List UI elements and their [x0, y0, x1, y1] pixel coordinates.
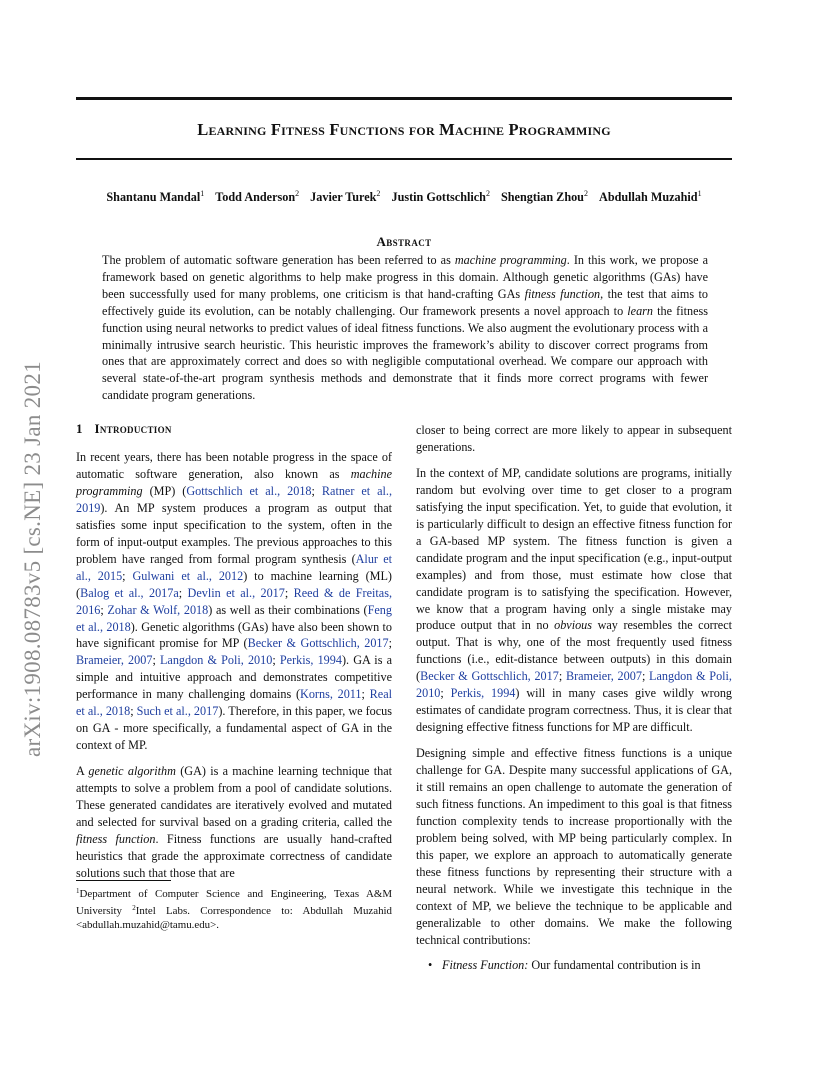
- author-affiliation: 1: [697, 189, 702, 198]
- paragraph: closer to being correct are more likely to appear in subsequent generations.: [416, 423, 732, 454]
- author: [599, 190, 702, 204]
- title-word: Learning: [197, 120, 267, 139]
- citation-link[interactable]: Real et al., 2018: [76, 687, 392, 719]
- title-top-rule: [76, 97, 732, 100]
- citation-link[interactable]: Perkis, 1994: [450, 686, 516, 701]
- paragraph: In the context of MP, candidate solutions are programs, initially random but evolving over time to get closer to a program satisfying the input specification. Yet, to guide that evolution, it is particularly difficult to design an effective fitness function for a GA-based MP system. The fitness function is given a candidate program and the input specification (e.g., input-output examples) and from those, must estimate how close that candidate program is to satisfying the specification. However, we know that a program having only a single mistake may produce output that in no obvious way resembles the correct output. That is why, one of the most frequently used fitness functions (i.e., edit-distance between outputs) in this domain (Becker & Gottschlich, 2017; Brameier, 2007; Langdon & Poli, 2010; Perkis, 1994) will in many cases give wildly wrong estimates of candidate program correctness. Thus, it is clear that designing effective fitness functions for MP are difficult.: [416, 465, 733, 735]
- author-name: Todd Anderson: [215, 190, 296, 204]
- paper-title: [76, 120, 732, 140]
- author-name: Shengtian Zhou: [500, 190, 584, 204]
- author-affiliation: 2: [295, 189, 300, 198]
- title-word: Fitness: [270, 120, 326, 139]
- citation-link[interactable]: Korns, 2011: [300, 687, 362, 702]
- citation-link[interactable]: Brameier, 2007: [76, 653, 153, 668]
- author-affiliation: 2: [583, 189, 588, 198]
- author-name: Abdullah Muzahid: [599, 190, 698, 204]
- citation-link[interactable]: Balog et al., 2017a: [80, 585, 179, 600]
- left-column: [76, 420, 392, 891]
- title-bottom-rule: [76, 158, 732, 160]
- title-word: for: [408, 120, 435, 139]
- author-affiliation: 2: [485, 189, 490, 198]
- author-affiliation: 1: [200, 189, 205, 198]
- author: [391, 190, 489, 204]
- citation-link[interactable]: Becker & Gottschlich, 2017: [247, 636, 389, 651]
- citation-link[interactable]: Perkis, 1994: [279, 653, 342, 668]
- paragraph: Designing simple and effective fitness functions is a unique challenge for GA. Despite many successful applications of GA, it still remains an open challenge to automate the generation of such fitness functions. An impediment to this goal is that fitness function complexity tends to increase proportionally with the problem being solved, with MP being particularly complex. In this paper, we explore an approach to automatically generate these fitness functions by representing their structure with a neural network. While we investigate this technique in the context of MP, we believe the technique to be applicable and generalizable to other domains. We make the following technical contributions:: [416, 746, 732, 947]
- contribution-bullet: • Fitness Function: Our fundamental contribution is in: [428, 958, 701, 972]
- author: [106, 190, 204, 204]
- title-word: Programming: [508, 120, 611, 139]
- author: [215, 190, 299, 204]
- arxiv-stamp: arXiv:1908.08783v5 [cs.NE] 23 Jan 2021: [20, 361, 45, 757]
- right-column: [416, 422, 732, 958]
- paragraph: In recent years, there has been notable progress in the space of automatic software generation, also known as machine programming (MP) (Gottschlich et al., 2018; Ratner et al., 2019). An MP system produces a program as output that satisfies some input specification to the system, often in the form of input-output examples. The previous approaches to this problem have ranged from formal program synthesis (Alur et al., 2015; Gulwani et al., 2012) to machine learning (ML) (Balog et al., 2017a; Devlin et al., 2017; Reed & de Freitas, 2016; Zohar & Wolf, 2018) as well as their combinations (Feng et al., 2018). Genetic algorithms (GAs) have also been shown to have significant promise for MP (Becker & Gottschlich, 2017; Brameier, 2007; Langdon & Poli, 2010; Perkis, 1994). GA is a simple and intuitive approach and demonstrates competitive performance in many challenging domains (Korns, 2011; Real et al., 2018; Such et al., 2017). Therefore, in this paper, we focus on GA - more specifically, a fundamental aspect of GA in the context of MP.: [76, 450, 393, 753]
- abstract-text: The problem of automatic software generation has been referred to as machine programming. In this work, we propose a framework based on genetic algorithms to help make progress in this domain. Although genetic algorithms (GAs) have been successfully used for many problems, one criticism is that hand-crafting GAs fitness function, the test that aims to effectively guide its evolution, can be notably challenging. Our framework presents a novel approach to learn the fitness function using neural networks to predict values of ideal fitness functions. We also augment the evolutionary process with a minimally intrusive search heuristic. This heuristic improves the framework’s ability to discover correct programs from ones that are approximately correct and does so with negligible computational overhead. We compare our approach with several state-of-the-art program synthesis methods and demonstrate that it finds more correct programs with fewer candidate program generations.: [102, 253, 709, 403]
- author-name: Shantanu Mandal: [106, 190, 201, 204]
- citation-link[interactable]: Feng et al., 2018: [76, 602, 392, 634]
- author-name: Javier Turek: [310, 190, 377, 204]
- citation-link[interactable]: Zohar & Wolf, 2018: [107, 602, 209, 617]
- section-heading-introduction: 1 Introduction: [76, 421, 172, 436]
- author-list: [76, 189, 732, 205]
- bullet-mark: •: [428, 958, 433, 972]
- author: [310, 190, 380, 204]
- paragraph: A genetic algorithm (GA) is a machine learning technique that attempts to solve a problem from a pool of candidate solutions. These generated candidates are iteratively evolved and mutated and selected for survival based on a grading criteria, called the fitness function. Fitness functions are usually hand-crafted heuristics that grade the approximate correctness of candidate solutions such that those that are: [76, 764, 392, 880]
- citation-link[interactable]: Langdon & Poli, 2010: [416, 669, 732, 701]
- abstract-heading: Abstract: [376, 234, 432, 249]
- citation-link[interactable]: Devlin et al., 2017: [187, 585, 285, 600]
- citation-link[interactable]: Langdon & Poli, 2010: [159, 653, 273, 668]
- author-name: Justin Gottschlich: [391, 190, 486, 204]
- citation-link[interactable]: Gottschlich et al., 2018: [186, 483, 312, 498]
- title-word: Functions: [329, 120, 405, 139]
- footnote: $^1$Department of Computer Science and Engineering, Texas A&M University $^2$Intel Labs. Correspondence to: Abdullah Muzahid <abdullah.muzahid@tamu.edu>.: [76, 887, 392, 931]
- citation-link[interactable]: Gulwani et al., 2012: [132, 568, 244, 583]
- citation-link[interactable]: Brameier, 2007: [565, 669, 642, 684]
- footnote-rule: [76, 880, 171, 881]
- citation-link[interactable]: Ratner et al., 2019: [76, 483, 393, 515]
- title-word: Machine: [439, 120, 505, 139]
- citation-link[interactable]: Reed & de Freitas, 2016: [76, 585, 392, 617]
- author-affiliation: 2: [376, 189, 381, 198]
- citation-link[interactable]: Such et al., 2017: [136, 704, 219, 719]
- author: [501, 190, 588, 204]
- citation-link[interactable]: Becker & Gottschlich, 2017: [420, 669, 559, 684]
- citation-link[interactable]: Alur et al., 2015: [76, 551, 392, 583]
